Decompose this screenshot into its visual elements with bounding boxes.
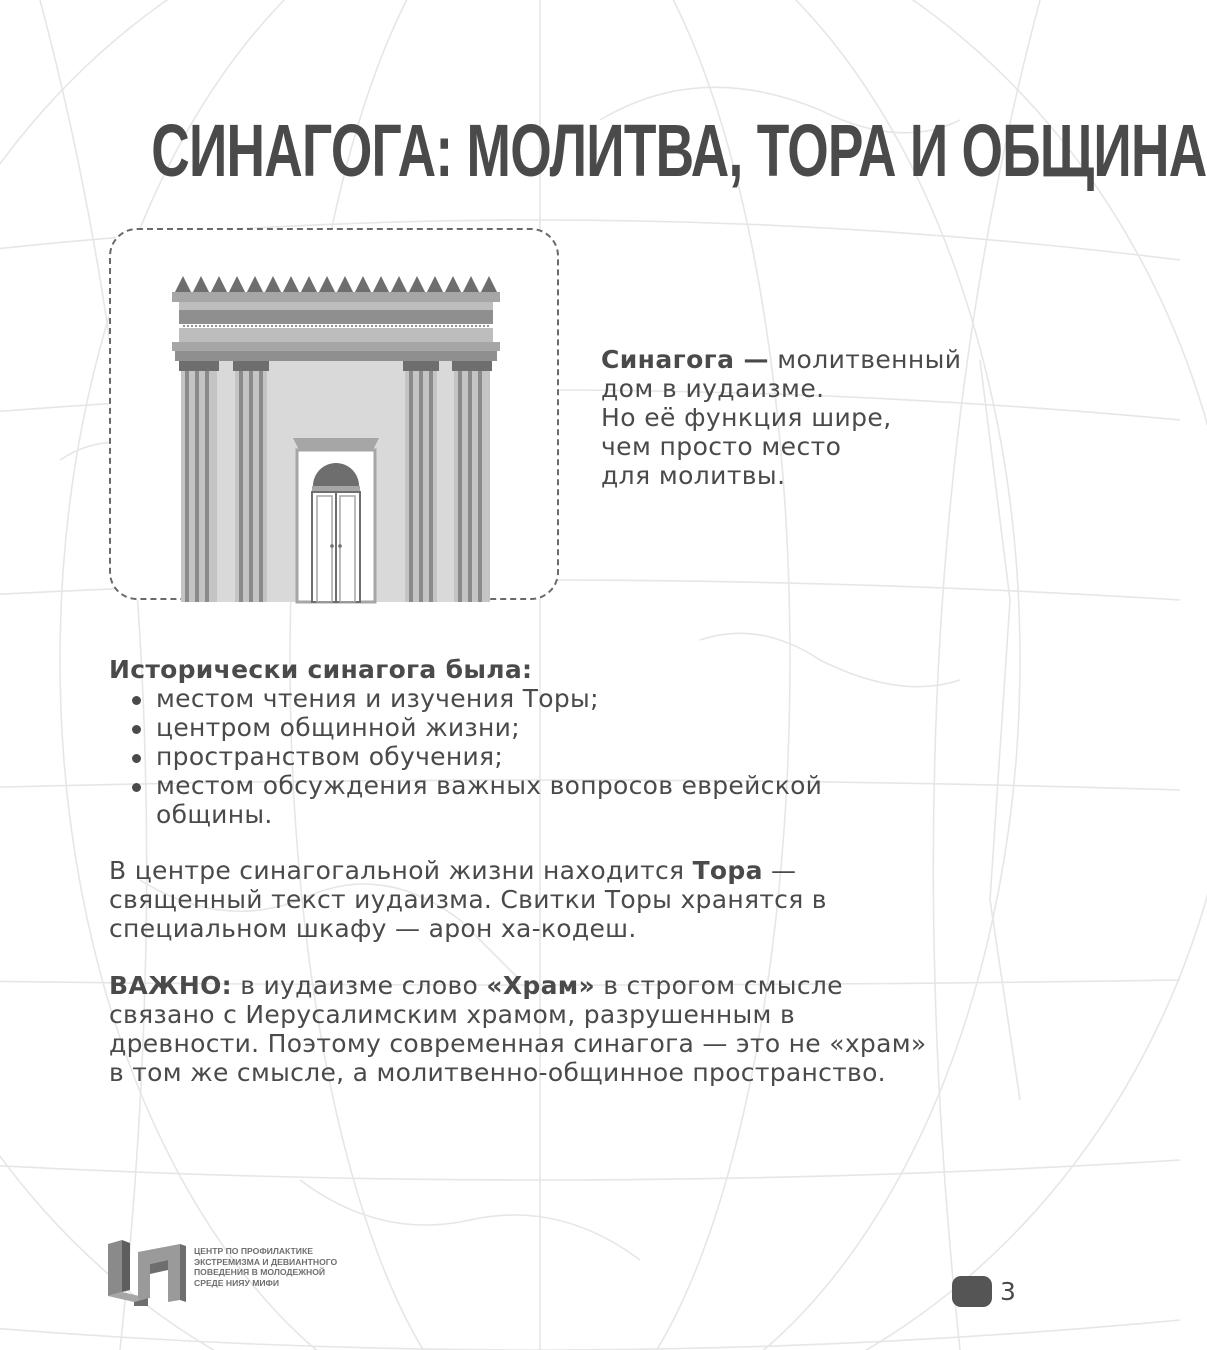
org-name-line: ЭКСТРЕМИЗМА И ДЕВИАНТНОГО xyxy=(194,1256,338,1267)
intro-line: чем просто место xyxy=(601,432,842,461)
torah-text-before: В центре синагогальной жизни находится xyxy=(109,856,693,885)
important-label: ВАЖНО: xyxy=(109,971,232,1000)
history-section xyxy=(109,655,989,829)
intro-term: Синагога — xyxy=(601,345,769,374)
list-item: пространством обучения; xyxy=(109,742,989,771)
torah-paragraph xyxy=(109,856,849,943)
org-name-line: ПОВЕДЕНИЯ В МОЛОДЕЖНОЙ xyxy=(194,1267,326,1277)
page-tab-icon xyxy=(952,1276,992,1307)
list-item: центром общинной жизни; xyxy=(109,713,989,742)
org-name xyxy=(194,1246,364,1288)
page-title: СИНАГОГА: МОЛИТВА, ТОРА И ОБЩИНА xyxy=(151,109,1207,192)
intro-line: дом в иудаизме. xyxy=(601,374,825,403)
org-name-line: СРЕДЕ НИЯУ МИФИ xyxy=(194,1277,280,1288)
torah-bold: Тора xyxy=(692,856,763,885)
important-paragraph xyxy=(109,971,939,1087)
intro-paragraph xyxy=(601,345,1001,490)
important-text-before: в иудаизме слово xyxy=(231,971,487,1000)
center-logo-icon xyxy=(108,1240,188,1306)
intro-line: молитвенный xyxy=(777,345,962,374)
page-number: 3 xyxy=(1000,1277,1016,1306)
history-list xyxy=(109,684,989,829)
list-item: местом чтения и изучения Торы; xyxy=(109,684,989,713)
list-item: местом обсуждения важных вопросов еврейской общины. xyxy=(109,771,896,829)
torah-text-after: — священный текст иудаизма. Свитки Торы хранятся в специальном шкафу — арон ха-кодеш. xyxy=(109,856,827,943)
intro-line: Но её функция шире, xyxy=(601,403,892,432)
illustration-frame xyxy=(109,228,559,600)
important-text-after: в строгом смысле связано с Иерусалимским храмом, разрушенным в древности. Поэтому современная синагога — это не «храм» в том же смысле, а молитвенно-общинное пространство. xyxy=(109,971,927,1087)
intro-line: для молитвы. xyxy=(601,461,786,490)
important-bold: «Храм» xyxy=(486,971,595,1000)
history-heading: Исторически синагога была: xyxy=(109,655,533,684)
synagogue-building-icon xyxy=(111,230,561,602)
org-name-line: ЦЕНТР ПО ПРОФИЛАКТИКЕ xyxy=(194,1246,313,1256)
